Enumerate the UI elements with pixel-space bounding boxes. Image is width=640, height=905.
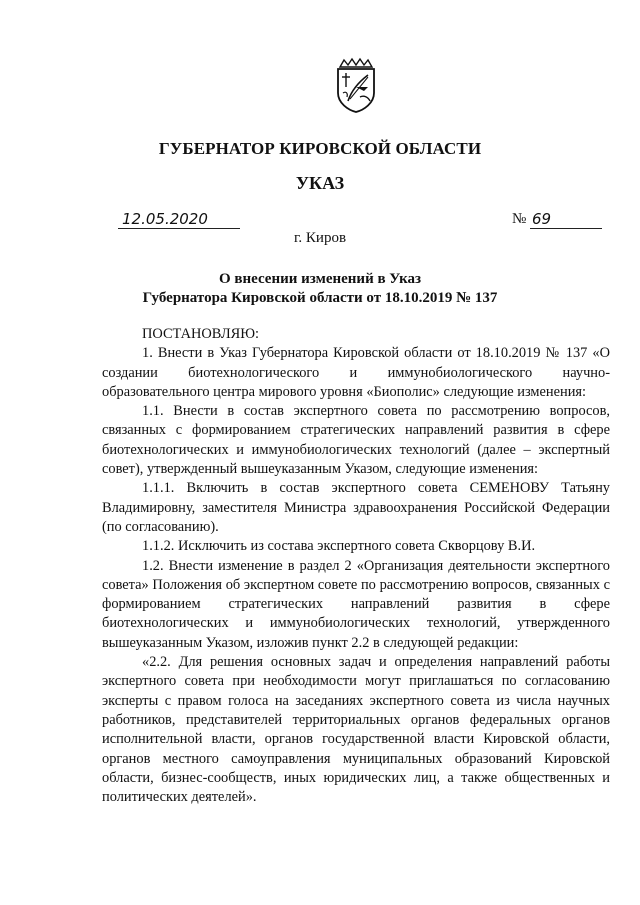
number-label: №: [512, 211, 527, 227]
city: г. Киров: [293, 230, 347, 246]
subject-line-1: О внесении изменений в Указ: [218, 271, 422, 287]
subject-line-2: Губернатора Кировской области от 18.10.2019 № 137: [142, 290, 498, 306]
paragraph-1-2: 1.2. Внести изменение в раздел 2 «Организация деятельности экспертного совета» Положения об экспертном совете по рассмотрению вопросов, связанных с формированием стратегических направлений развития в сфере биотехнологических и иммунобиологических технологий, утвержденного вышеуказанным Указом, изложив пункт 2.2 в следующей редакции:: [102, 557, 610, 651]
paragraph-1-1-1: 1.1.1. Включить в состав экспертного совета СЕМЕНОВУ Татьяну Владимировну, заместителя Министра здравоохранения Российской Федерации (по согласованию).: [102, 480, 610, 535]
kirov-oblast-coat-of-arms-icon: [334, 57, 378, 114]
paragraph-1-1: 1.1. Внести в состав экспертного совета по рассмотрению вопросов, связанных с формированием стратегических направлений развития в сфере биотехнологических и иммунобиологических технологий (далее – экспертный совет), утвержденный вышеуказанным Указом, следующие изменения:: [102, 403, 610, 478]
decree-number: 69: [530, 210, 602, 229]
resolution-word: ПОСТАНОВЛЯЮ:: [142, 326, 260, 342]
issuing-authority: ГУБЕРНАТОР КИРОВСКОЙ ОБЛАСТИ: [158, 139, 482, 158]
decree-body: [102, 325, 610, 807]
document-type: УКАЗ: [295, 173, 345, 193]
quoted-clause-2-2: «2.2. Для решения основных задач и определения направлений работы экспертного совета при необходимости могут приглашаться по согласованию эксперты с правом голоса на заседаниях экспертного совета из числа научных работников, представителей территориальных органов федеральных органов исполнительной власти, органов государственной власти Кировской области, органов местного самоуправления муниципальных образований Кировской области, бизнес-сообществ, иных юридических лиц, а также общественных и политических деятелей».: [102, 654, 610, 806]
paragraph-1: 1. Внести в Указ Губернатора Кировской области от 18.10.2019 № 137 «О создании биотехнологического и иммунобиологического научно-образовательного центра мирового уровня «Биополис» следующие изменения:: [102, 345, 610, 400]
decree-date: 12.05.2020: [118, 210, 240, 229]
decree-subject: [0, 270, 640, 308]
paragraph-1-1-2: 1.1.2. Исключить из состава экспертного совета Скворцову В.И.: [142, 538, 536, 555]
